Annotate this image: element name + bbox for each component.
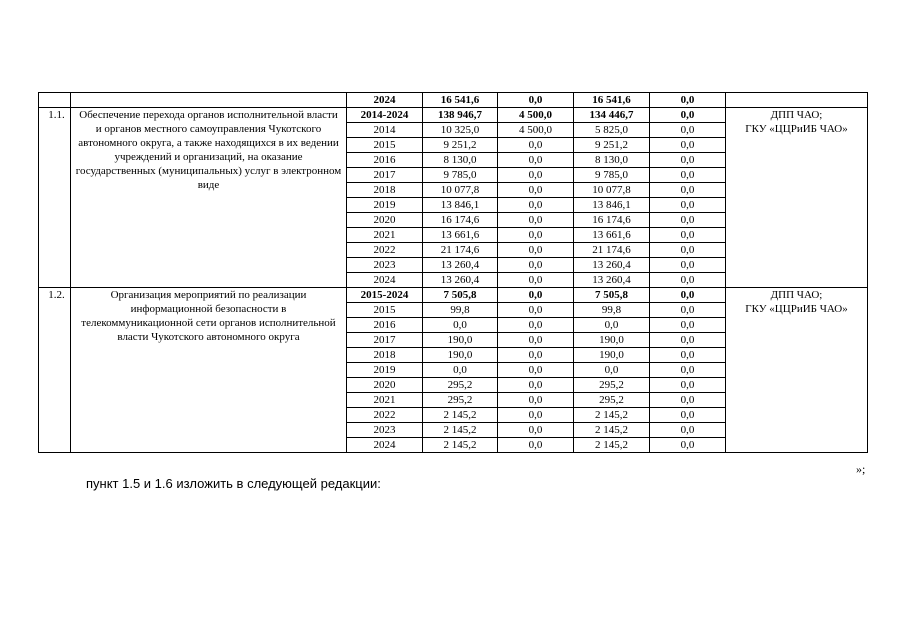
year-cell: 2019 <box>347 363 423 378</box>
total-cell: 10 077,8 <box>423 183 498 198</box>
year-cell: 2024 <box>347 93 423 108</box>
other-cell: 0,0 <box>650 273 726 288</box>
other-cell: 0,0 <box>650 393 726 408</box>
other-cell: 0,0 <box>650 423 726 438</box>
total-cell: 16 174,6 <box>423 213 498 228</box>
federal-cell: 0,0 <box>498 303 574 318</box>
table-row <box>39 288 868 303</box>
regional-cell: 13 661,6 <box>574 228 650 243</box>
regional-cell: 190,0 <box>574 333 650 348</box>
regional-cell: 2 145,2 <box>574 408 650 423</box>
regional-cell: 2 145,2 <box>574 423 650 438</box>
year-cell: 2023 <box>347 423 423 438</box>
federal-cell: 0,0 <box>498 318 574 333</box>
regional-cell: 10 077,8 <box>574 183 650 198</box>
total-cell: 190,0 <box>423 348 498 363</box>
other-cell: 0,0 <box>650 258 726 273</box>
year-cell: 2024 <box>347 438 423 453</box>
total-cell: 138 946,7 <box>423 108 498 123</box>
regional-cell: 190,0 <box>574 348 650 363</box>
total-cell: 0,0 <box>423 318 498 333</box>
other-cell: 0,0 <box>650 378 726 393</box>
federal-cell: 0,0 <box>498 93 574 108</box>
total-cell: 295,2 <box>423 393 498 408</box>
year-cell: 2020 <box>347 378 423 393</box>
item-number: 1.2. <box>39 288 71 453</box>
year-cell: 2023 <box>347 258 423 273</box>
total-cell: 295,2 <box>423 378 498 393</box>
year-cell: 2017 <box>347 168 423 183</box>
budget-table <box>38 92 868 453</box>
other-cell: 0,0 <box>650 153 726 168</box>
other-cell: 0,0 <box>650 303 726 318</box>
other-cell: 0,0 <box>650 198 726 213</box>
year-cell: 2016 <box>347 318 423 333</box>
regional-cell: 13 260,4 <box>574 258 650 273</box>
total-cell: 2 145,2 <box>423 408 498 423</box>
other-cell: 0,0 <box>650 438 726 453</box>
federal-cell: 0,0 <box>498 378 574 393</box>
federal-cell: 0,0 <box>498 273 574 288</box>
other-cell: 0,0 <box>650 348 726 363</box>
federal-cell: 0,0 <box>498 138 574 153</box>
federal-cell: 0,0 <box>498 153 574 168</box>
regional-cell: 21 174,6 <box>574 243 650 258</box>
total-cell: 10 325,0 <box>423 123 498 138</box>
executor-line: ДПП ЧАО; <box>770 109 823 121</box>
year-cell: 2020 <box>347 213 423 228</box>
executor-cell <box>726 108 868 288</box>
closing-quote: »; <box>856 462 866 476</box>
other-cell: 0,0 <box>650 123 726 138</box>
federal-cell: 0,0 <box>498 228 574 243</box>
other-cell: 0,0 <box>650 213 726 228</box>
federal-cell: 0,0 <box>498 198 574 213</box>
year-cell: 2016 <box>347 153 423 168</box>
regional-cell: 99,8 <box>574 303 650 318</box>
federal-cell: 0,0 <box>498 288 574 303</box>
total-cell: 13 661,6 <box>423 228 498 243</box>
regional-cell: 295,2 <box>574 378 650 393</box>
federal-cell: 4 500,0 <box>498 108 574 123</box>
total-cell: 7 505,8 <box>423 288 498 303</box>
year-cell: 2014 <box>347 123 423 138</box>
regional-cell: 16 541,6 <box>574 93 650 108</box>
other-cell: 0,0 <box>650 93 726 108</box>
regional-cell: 2 145,2 <box>574 438 650 453</box>
federal-cell: 0,0 <box>498 258 574 273</box>
federal-cell: 0,0 <box>498 333 574 348</box>
federal-cell: 0,0 <box>498 393 574 408</box>
year-cell: 2017 <box>347 333 423 348</box>
item-number: 1.1. <box>39 108 71 288</box>
total-cell: 21 174,6 <box>423 243 498 258</box>
executor-line: ГКУ «ЦЦРиИБ ЧАО» <box>745 123 848 135</box>
regional-cell: 0,0 <box>574 318 650 333</box>
year-cell: 2024 <box>347 273 423 288</box>
total-cell: 13 846,1 <box>423 198 498 213</box>
total-cell: 16 541,6 <box>423 93 498 108</box>
other-cell: 0,0 <box>650 243 726 258</box>
federal-cell: 0,0 <box>498 438 574 453</box>
table-row <box>39 93 868 108</box>
executor-line: ГКУ «ЦЦРиИБ ЧАО» <box>745 303 848 315</box>
federal-cell: 0,0 <box>498 168 574 183</box>
total-cell: 2 145,2 <box>423 438 498 453</box>
other-cell: 0,0 <box>650 288 726 303</box>
regional-cell: 16 174,6 <box>574 213 650 228</box>
total-cell: 2 145,2 <box>423 423 498 438</box>
item-description: Организация мероприятий по реализации информационной безопасности в телекоммуникационной сети органов исполнительной власти Чукотского автономного округа <box>71 288 347 453</box>
regional-cell: 13 846,1 <box>574 198 650 213</box>
other-cell: 0,0 <box>650 108 726 123</box>
item-description: Обеспечение перехода органов исполнительной власти и органов местного самоуправления Чукотского автономного округа, а также находящихся в их ведении учреждений и организаций, на оказание государственных (муниципальных) услуг в электронном виде <box>71 108 347 288</box>
federal-cell: 0,0 <box>498 363 574 378</box>
total-cell: 8 130,0 <box>423 153 498 168</box>
total-cell: 13 260,4 <box>423 258 498 273</box>
other-cell: 0,0 <box>650 363 726 378</box>
year-cell: 2021 <box>347 228 423 243</box>
other-cell: 0,0 <box>650 228 726 243</box>
year-cell: 2014-2024 <box>347 108 423 123</box>
total-cell: 9 785,0 <box>423 168 498 183</box>
year-cell: 2019 <box>347 198 423 213</box>
table-row <box>39 108 868 123</box>
year-cell: 2015 <box>347 303 423 318</box>
federal-cell: 4 500,0 <box>498 123 574 138</box>
executor-line: ДПП ЧАО; <box>770 289 823 301</box>
year-cell: 2018 <box>347 183 423 198</box>
other-cell: 0,0 <box>650 408 726 423</box>
federal-cell: 0,0 <box>498 183 574 198</box>
total-cell: 99,8 <box>423 303 498 318</box>
amendment-paragraph: пункт 1.5 и 1.6 изложить в следующей редакции: <box>86 476 381 491</box>
total-cell: 13 260,4 <box>423 273 498 288</box>
regional-cell: 134 446,7 <box>574 108 650 123</box>
federal-cell: 0,0 <box>498 423 574 438</box>
regional-cell: 295,2 <box>574 393 650 408</box>
federal-cell: 0,0 <box>498 243 574 258</box>
federal-cell: 0,0 <box>498 348 574 363</box>
federal-cell: 0,0 <box>498 213 574 228</box>
year-cell: 2022 <box>347 243 423 258</box>
total-cell: 9 251,2 <box>423 138 498 153</box>
regional-cell: 9 785,0 <box>574 168 650 183</box>
regional-cell: 8 130,0 <box>574 153 650 168</box>
federal-cell: 0,0 <box>498 408 574 423</box>
other-cell: 0,0 <box>650 183 726 198</box>
other-cell: 0,0 <box>650 333 726 348</box>
other-cell: 0,0 <box>650 168 726 183</box>
executor-cell <box>726 288 868 453</box>
regional-cell: 7 505,8 <box>574 288 650 303</box>
other-cell: 0,0 <box>650 138 726 153</box>
other-cell: 0,0 <box>650 318 726 333</box>
regional-cell: 13 260,4 <box>574 273 650 288</box>
regional-cell: 0,0 <box>574 363 650 378</box>
total-cell: 190,0 <box>423 333 498 348</box>
total-cell: 0,0 <box>423 363 498 378</box>
year-cell: 2021 <box>347 393 423 408</box>
year-cell: 2015 <box>347 138 423 153</box>
year-cell: 2015-2024 <box>347 288 423 303</box>
regional-cell: 5 825,0 <box>574 123 650 138</box>
year-cell: 2022 <box>347 408 423 423</box>
year-cell: 2018 <box>347 348 423 363</box>
regional-cell: 9 251,2 <box>574 138 650 153</box>
